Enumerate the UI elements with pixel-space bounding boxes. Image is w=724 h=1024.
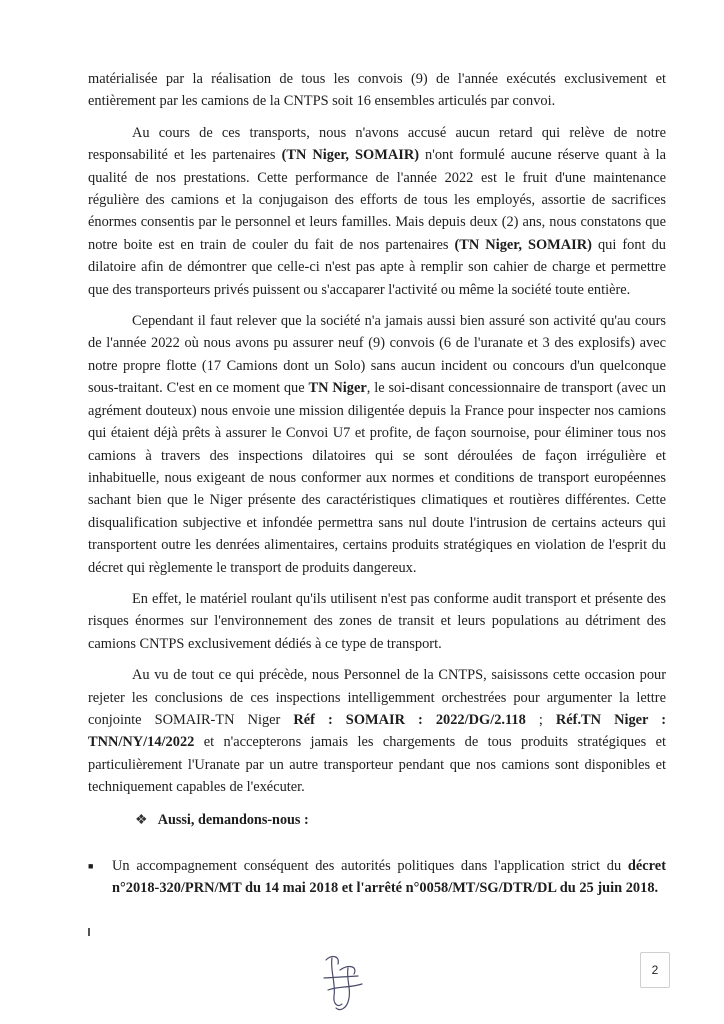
paragraph-3 (88, 310, 666, 579)
bold-decree-reference: décret n°2018-320/PRN/MT du 14 mai 2018 et l'arrêté n°0058/MT/SG/DTR/DL du 25 juin 2018 (112, 858, 666, 897)
margin-mark (88, 928, 90, 936)
request-list-item (88, 855, 666, 900)
request-heading (135, 809, 666, 831)
four-diamond-icon: ❖ (135, 811, 148, 828)
text-run: ; (525, 711, 556, 728)
bold-tn-niger: TN Niger (308, 380, 367, 397)
paragraph-2 (88, 122, 666, 301)
bold-reference-tn-niger: Réf.TN Niger : TNN/NY/14/2022 (88, 711, 666, 751)
page-number: 2 (640, 952, 670, 988)
text-run: . (654, 880, 659, 897)
text-run: Au vu de tout ce qui précède, nous Personnel de la CNTPS, saisissons cette occasion pour rejeter les conclusions de ces inspections intelligemment orchestrées pour argumenter la lettre conjointe SOMAIR-TN Niger (88, 667, 666, 728)
text-run: Un accompagnement conséquent des autorités politiques dans l'application strict du (112, 858, 628, 874)
paragraph-1: matérialisée par la réalisation de tous les convois (9) de l'année exécutés exclusivement et entièrement par les camions de la CNTPS soit 16 ensembles articulés par convoi. (88, 71, 666, 110)
bold-reference-somair: Réf : SOMAIR : 2022/DG/2.118 (293, 711, 526, 728)
request-heading-text: Aussi, demandons-nous : (157, 811, 309, 828)
bold-partners: (TN Niger, SOMAIR) (281, 147, 420, 164)
signature-icon (318, 950, 370, 1016)
paragraph-5 (88, 664, 666, 798)
paragraph-4: En effet, le matériel roulant qu'ils utilisent n'est pas conforme audit transport et présente des risques énormes sur l'environnement des zones de transit et leurs populations au détriment des camions CNTPS exclusivement dédiés à ce type de transport. (88, 590, 666, 652)
square-bullet-icon: ■ (88, 861, 94, 871)
text-run: , le soi-disant concessionnaire de transport (avec un agrément douteux) nous envoie une mission diligentée depuis la France pour inspecter nos camions qui étaient déjà prêts à assurer le Convoi U7 et profite, de façon sournoise, pour éliminer tous nos camions à travers des inspections dilatoires qui se sont déroulées de façon irrégulière et inhabituelle, nous exigeant de nous conformer aux normes et conditions de transport européennes sachant bien que le Niger présente des caractéristiques climatiques et routières différentes. Cette disqualification subjective et infondée permettra sans nul doute l'intrusion de certains acteurs qui transportent outre les denrées alimentaires, certains produits stratégiques en violation de l'esprit du décret qui règlemente le transport de produits dangereux. (88, 380, 666, 576)
text-run: qui font du dilatoire afin de démontrer que celle-ci n'est pas apte à remplir son cahier de charge et permettre que des transporteurs privés puissent ou s'accaparer l'activité ou même la société toute entière. (88, 236, 666, 298)
text-run: Au cours de ces transports, nous n'avons accusé aucun retard qui relève de notre responsabilité et les partenaires (88, 124, 666, 164)
text-run: et n'accepterons jamais les chargements de tous produits stratégiques et particulièrement l'Uranate par un autre transporteur pendant que nos camions sont disponibles et techniquement capables de l'exécuter. (88, 734, 666, 796)
text-run: Cependant il faut relever que la société n'a jamais aussi bien assuré son activité qu'au cours de l'année 2022 où nous avons pu assurer neuf (9) convois (6 de l'uranate et 3 des explosifs) avec notre propre flotte (17 Camions dont un Solo) sans aucun incident ou concours d'un quelconque sous-traitant. C'est en ce moment que (88, 313, 666, 397)
bold-partners: (TN Niger, SOMAIR) (454, 236, 592, 253)
text-run: n'ont formulé aucune réserve quant à la qualité de nos prestations. Cette performance de l'année 2022 est le fruit d'une maintenance régulière des camions et la conjugaison des efforts de tous les employés, assortie de sacrifices énormes consentis par le personnel et leurs familles. Mais depuis deux (2) ans, nous constatons que notre boite est en train de couler du fait de nos partenaires (88, 147, 667, 253)
document-body (88, 68, 666, 900)
